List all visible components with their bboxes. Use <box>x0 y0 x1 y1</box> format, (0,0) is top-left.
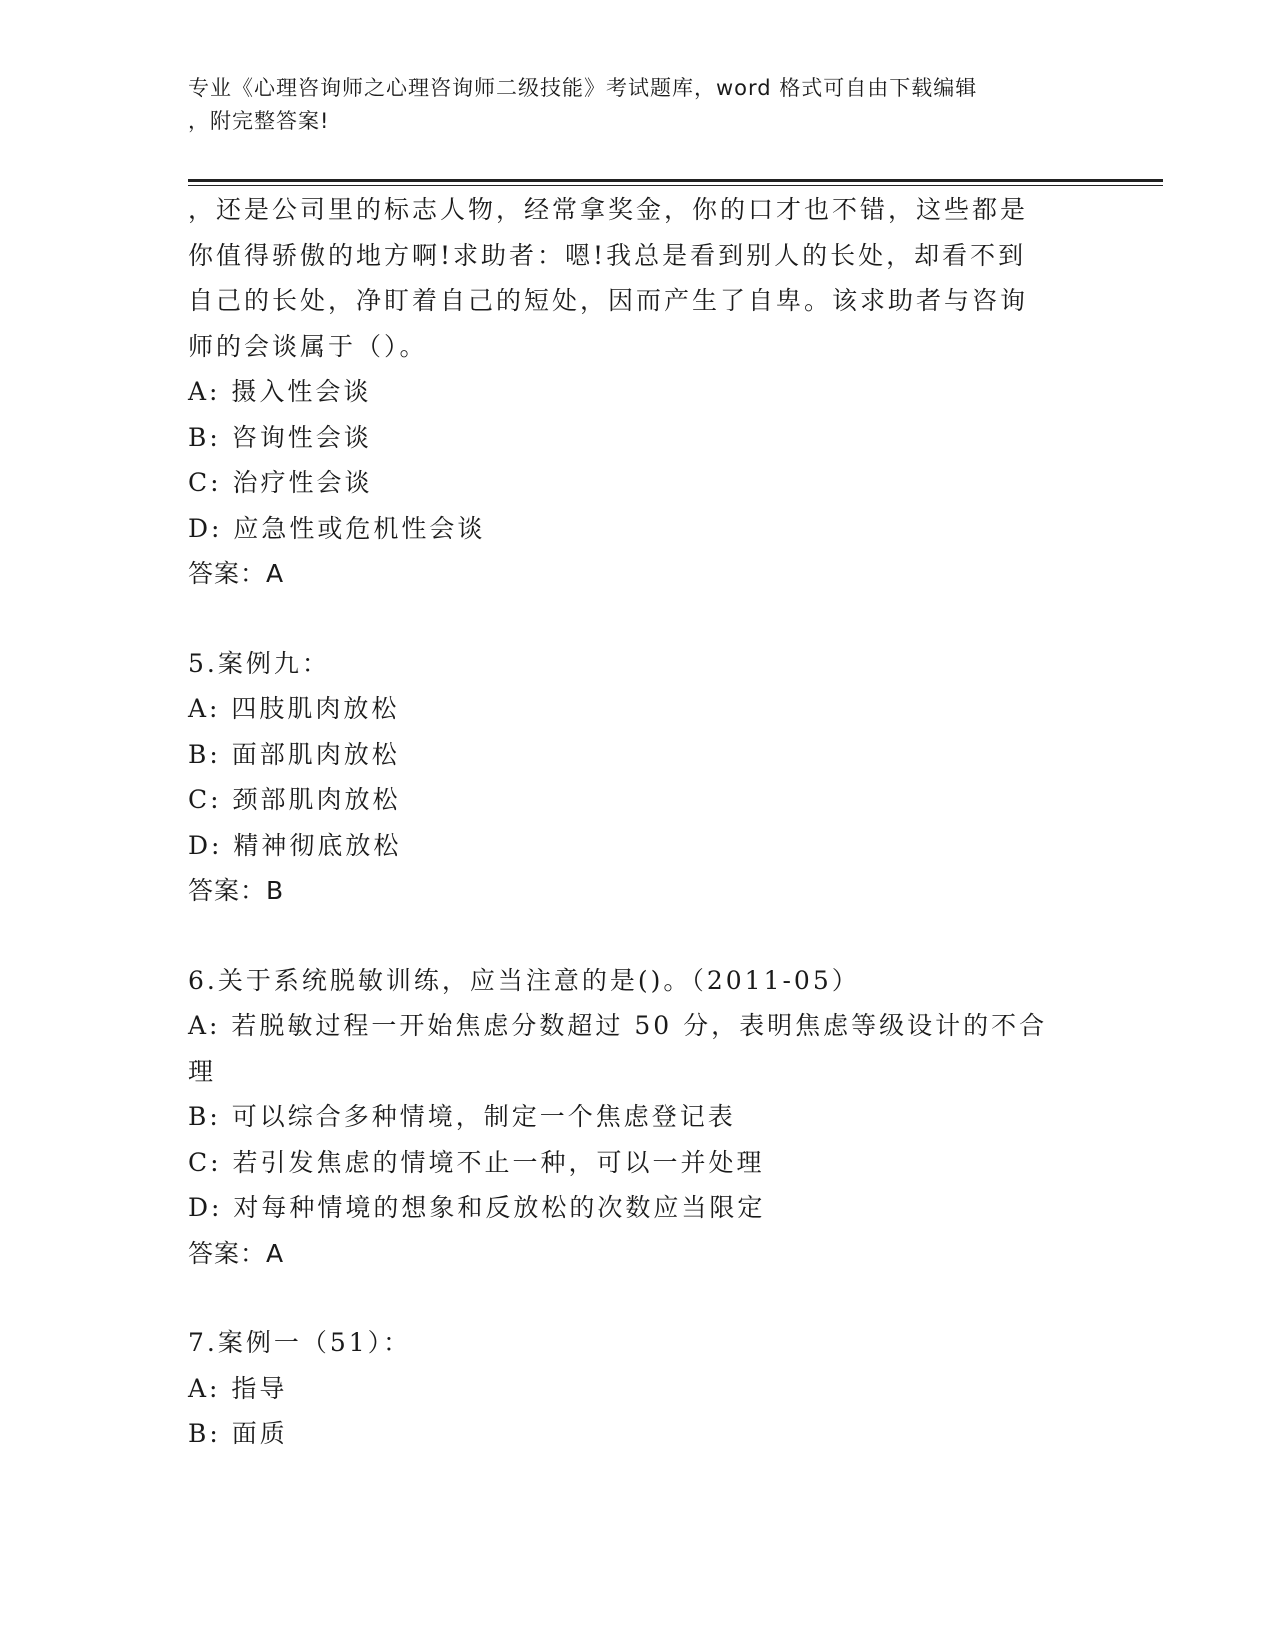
answer-line: 答案：A <box>188 559 285 588</box>
option-a: A: 四肢肌肉放松 <box>188 694 400 723</box>
option-a: A: 若脱敏过程一开始焦虑分数超过 50 分，表明焦虑等级设计的不合 <box>188 1011 1048 1040</box>
question-5 <box>188 641 1088 914</box>
option-b: B: 可以综合多种情境，制定一个焦虑登记表 <box>188 1102 736 1131</box>
header-divider-thin <box>188 185 1163 186</box>
question-stem: 6.关于系统脱敏训练，应当注意的是()。（2011-05） <box>188 965 860 995</box>
question-stem-line: 自己的长处，净盯着自己的短处，因而产生了自卑。该求助者与咨询 <box>188 286 1029 315</box>
question-stem-line: ，还是公司里的标志人物，经常拿奖金，你的口才也不错，这些都是 <box>188 195 1029 224</box>
header-title-line2: ，附完整答案! <box>188 109 330 133</box>
document-header <box>188 72 1088 138</box>
question-7 <box>188 1320 1088 1457</box>
question-stem: 5.案例九： <box>188 648 330 678</box>
option-c: C: 治疗性会谈 <box>188 468 373 497</box>
option-c: C: 若引发焦虑的情境不止一种，可以一并处理 <box>188 1147 765 1177</box>
question-stem-line: 你值得骄傲的地方啊!求助者：嗯!我总是看到别人的长处，却看不到 <box>188 240 1027 270</box>
option-a: A: 指导 <box>188 1373 288 1403</box>
option-b: B: 面部肌肉放松 <box>188 739 400 769</box>
header-divider-thick <box>188 179 1163 182</box>
question-6 <box>188 958 1088 1277</box>
answer-line: 答案：B <box>188 876 285 905</box>
option-d: D: 对每种情境的想象和反放松的次数应当限定 <box>188 1193 766 1222</box>
option-a-continued: 理 <box>188 1056 217 1086</box>
option-b: B: 面质 <box>188 1419 288 1448</box>
option-d: D: 精神彻底放松 <box>188 830 402 860</box>
question-stem: 7.案例一（51）： <box>188 1328 412 1357</box>
header-title-line1: 专业《心理咨询师之心理咨询师二级技能》考试题库，word 格式可自由下载编辑 <box>188 76 978 100</box>
question-list <box>188 187 1088 1457</box>
option-b: B: 咨询性会谈 <box>188 422 372 452</box>
option-a: A: 摄入性会谈 <box>188 377 372 406</box>
question-stem-line: 师的会谈属于（）。 <box>188 331 428 361</box>
option-c: C: 颈部肌肉放松 <box>188 785 401 814</box>
answer-line: 答案：A <box>188 1238 285 1268</box>
question-4 <box>188 187 1088 597</box>
option-d: D: 应急性或危机性会谈 <box>188 513 486 543</box>
